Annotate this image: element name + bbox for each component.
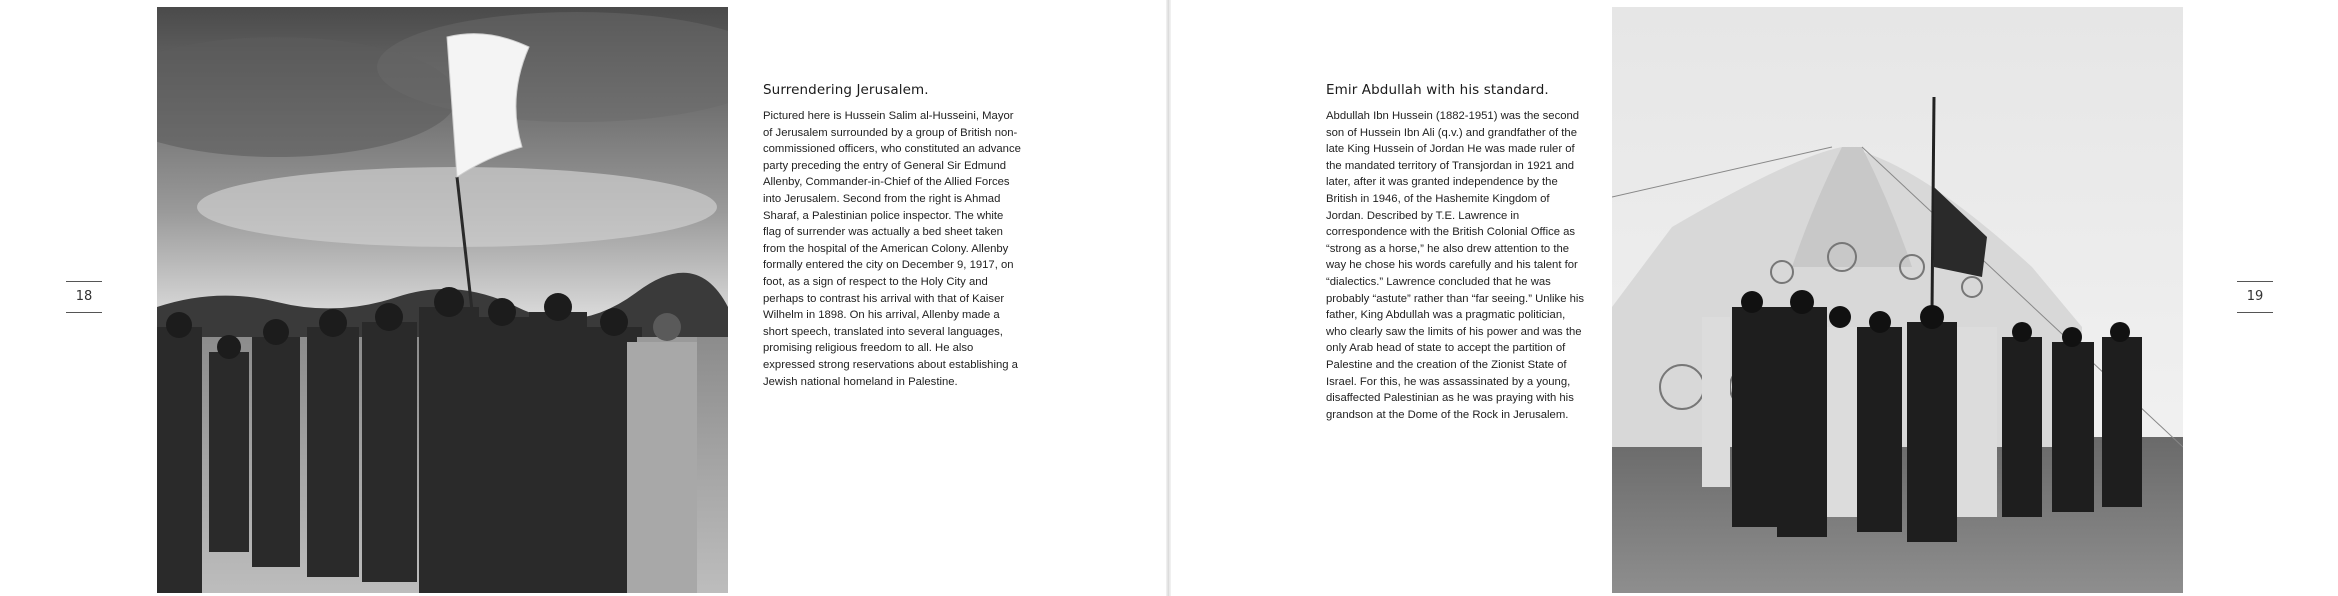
caption-title: Surrendering Jerusalem. [763,82,929,98]
caption-right [1326,82,1586,423]
right-page [1171,0,2338,596]
page-number-text: 19 [2246,289,2264,304]
page-number-text: 18 [75,289,93,304]
caption-body: Pictured here is Hussein Salim al-Husseini, Mayor of Jerusalem surrounded by a group of British non-commissioned officers, who constituted an advance party preceding the entry of General Sir Edmund Allenby, Commander-in-Chief of the Allied Forces into Jerusalem. Second from the right is Ahmad Sharaf, a Palestinian police inspector. The white flag of surrender was actually a bed sheet taken from the hospital of the American Colony. Allenby formally entered the city on December 9, 1917, on foot, as a sign of respect to the Holy City and perhaps to contrast his arrival with that of Kaiser Wilhelm in 1898. On his arrival, Allenby made a short speech, translated into several languages, promising religious freedom to all. He also expressed strong reservations about establishing a Jewish national homeland in Palestine. [763,110,1021,388]
caption-body: Abdullah Ibn Hussein (1882-1951) was the second son of Hussein Ibn Ali (q.v.) and grandfather of the late King Hussein of Jordan He was made ruler of the mandated territory of Transjordan in 1921 and later, after it was granted independence by the British in 1946, of the Hashemite Kingdom of Jordan. Described by T.E. Lawrence in correspondence with the British Colonial Office as “strong as a horse,” he also drew attention to the way he chose his words carefully and his talent for “dialectics.” Lawrence concluded that he was probably “astute” rather than “far seeing.” Unlike his father, King Abdullah was a pragmatic politician, who clearly saw the limits of his power and was the only Arab head of state to accept the partition of Palestine and the creation of the Zionist State of Israel. For this, he was assassinated by a young, disaffected Palestinian as he was praying with his grandson at the Dome of the Rock in Jerusalem. [1326,110,1585,421]
caption-title: Emir Abdullah with his standard. [1326,82,1549,98]
page-number-left [66,281,102,313]
folio-rule-bottom [2237,312,2273,313]
caption-left [763,82,1023,390]
surrender-photo-image [157,7,728,593]
photo-surrender-jerusalem [157,7,728,593]
page-number-right [2237,281,2273,313]
emir-photo-image [1612,7,2183,593]
folio-rule-bottom [66,312,102,313]
photo-emir-abdullah [1612,7,2183,593]
